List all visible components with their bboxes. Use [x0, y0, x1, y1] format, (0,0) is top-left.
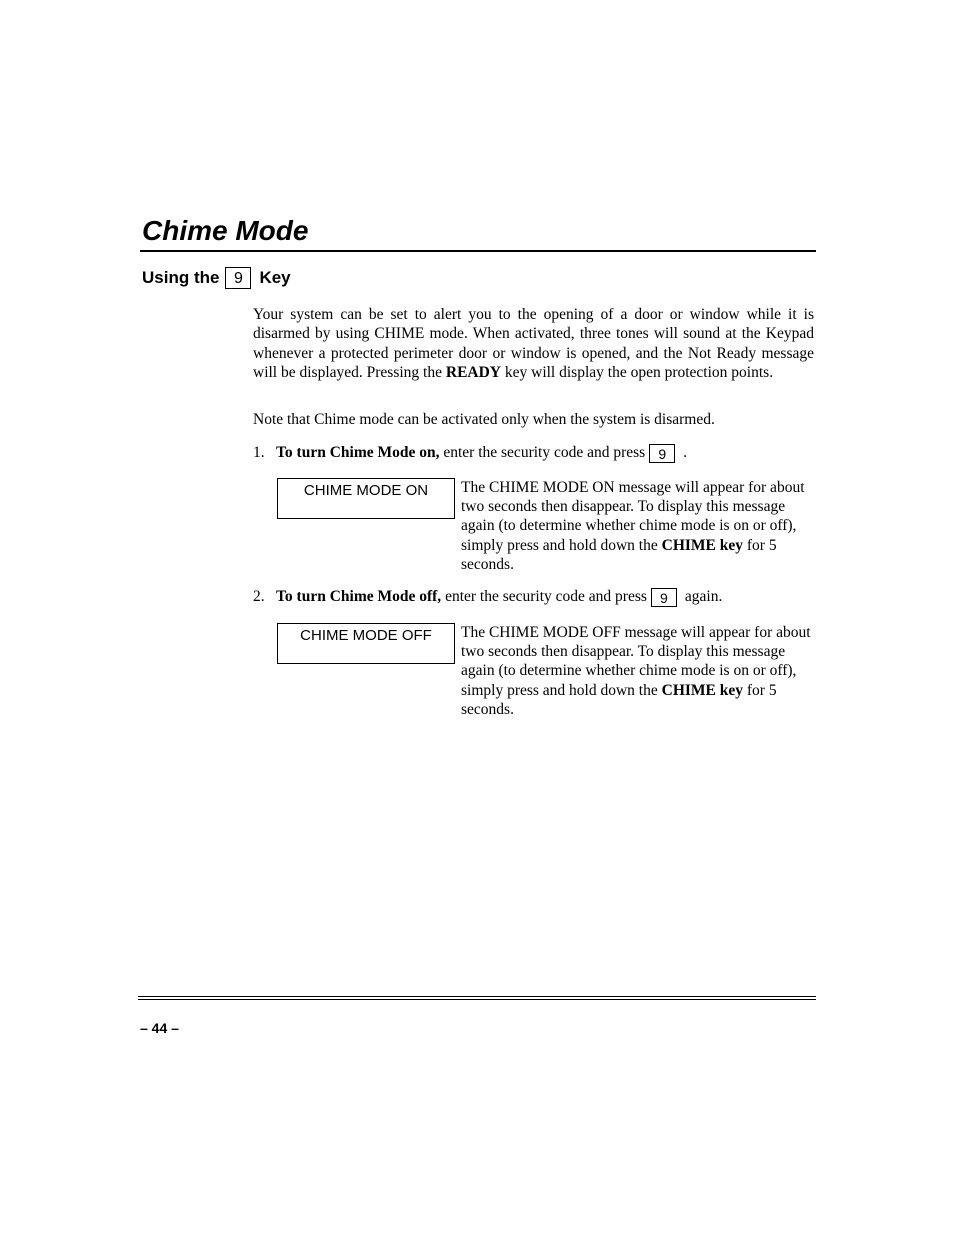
note-paragraph: Note that Chime mode can be activated only when the system is disarmed.: [253, 411, 715, 428]
intro-text-part2: key will display the open protection points.: [501, 363, 774, 381]
page-number: – 44 –: [140, 1020, 179, 1036]
step-2: [253, 587, 823, 607]
step-after: .: [683, 444, 688, 461]
keypad-display-chime-off: CHIME MODE OFF: [277, 623, 455, 664]
footer-divider: [138, 999, 816, 1000]
desc-text-part2: for 5 seconds.: [461, 536, 777, 573]
intro-text-part1: Your system can be set to alert you to the opening of a door or window while it is disarmed by using CHIME mode. When activated, three tones will sound at the Keypad whenever a protected perimeter door or window is opened, and the Not Ready message will be displayed. Pressing the: [253, 306, 814, 381]
step-number: 1.: [253, 444, 265, 461]
step-1-description: [461, 478, 811, 574]
key-9-symbol: 9: [225, 267, 251, 289]
desc-text-part2: for 5 seconds.: [461, 681, 777, 718]
section-heading: [142, 266, 291, 290]
page-title: Chime Mode: [142, 215, 309, 246]
desc-text-part1: The CHIME MODE OFF message will appear for about two seconds then disappear. To display this message again (to determine whether chime mode is on or off), simply press and hold down the: [461, 624, 811, 699]
chime-key-label: CHIME key: [661, 536, 743, 554]
title-divider: [140, 250, 816, 252]
key-9-symbol: 9: [649, 444, 675, 463]
keypad-display-chime-on: CHIME MODE ON: [277, 478, 455, 519]
step-text: enter the security code and press: [441, 588, 647, 605]
key-9-symbol: 9: [651, 588, 677, 607]
step-after: again.: [684, 588, 723, 605]
step-text: enter the security code and press: [439, 444, 646, 461]
step-2-description: [461, 623, 811, 719]
step-number: 2.: [253, 588, 265, 605]
section-heading-prefix: Using the: [142, 268, 220, 287]
footer-divider: [138, 996, 816, 997]
step-heading: To turn Chime Mode on,: [276, 444, 440, 461]
section-heading-suffix: Key: [259, 268, 291, 287]
intro-paragraph: [253, 305, 814, 382]
chime-key-label: CHIME key: [661, 681, 743, 699]
step-1: [253, 443, 823, 463]
desc-text-part1: The CHIME MODE ON message will appear for about two seconds then disappear. To display this message again (to determine whether chime mode is on or off), simply press and hold down the: [461, 479, 805, 554]
step-heading: To turn Chime Mode off,: [276, 588, 442, 605]
ready-key-label: READY: [445, 363, 501, 381]
